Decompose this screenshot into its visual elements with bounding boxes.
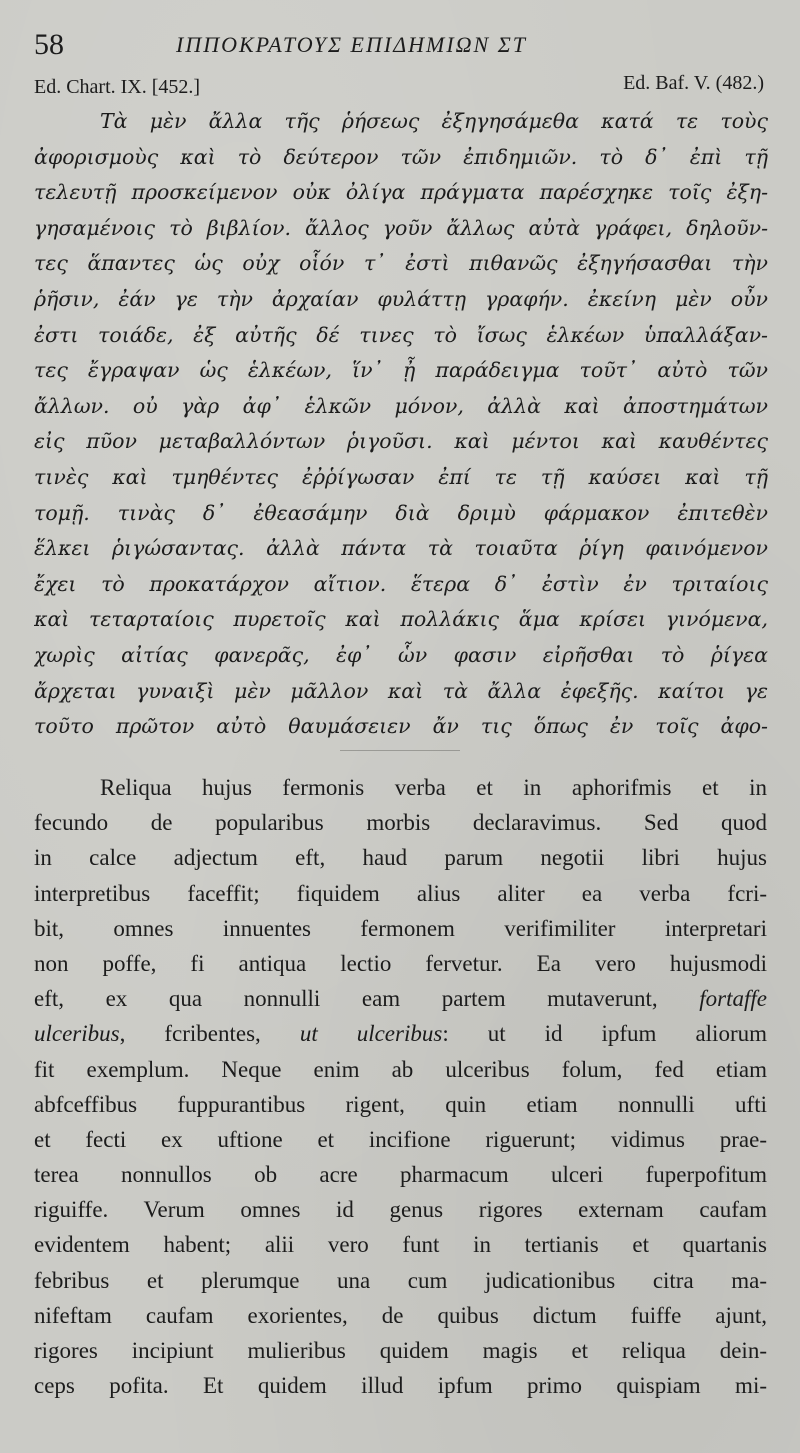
latin-line: ceps pofita. Et quidem illud ipfum primo quispiam mi- (34, 1373, 767, 1399)
latin-line: bit, omnes innuentes fermonem verifimiliter interpretari (34, 915, 767, 941)
greek-line: τινὲς καὶ τμηθέντες ἐῤῥίγωσαν ἐπί τε τῇ καύσει καὶ τῇ (34, 464, 768, 489)
latin-line: riguiffe. Verum omnes id genus rigores externam caufam (34, 1197, 767, 1223)
greek-line: τες ἔγραψαν ὡς ἑλκέων, ἵν᾽ ᾖ παράδειγμα τοῦτ᾽ αὐτὸ τῶν (34, 358, 768, 383)
latin-text-block (34, 770, 767, 1403)
latin-line: interpretibus faceffit; fiquidem alius aliter ea verba fcri- (34, 880, 767, 906)
latin-line: febribus et plerumque una cum judicationibus citra ma- (34, 1267, 767, 1293)
greek-line: γησαμένοις τὸ βιβλίον. ἄλλος γοῦν ἄλλως αὐτὰ γράφει, δηλοῦν- (34, 215, 768, 240)
greek-line: καὶ τεταρταίοις πυρετοῖς καὶ πολλάκις ἅμα κρίσει γινόμενα, (34, 607, 768, 632)
greek-line: ἄλλων. οὐ γὰρ ἀφ᾽ ἑλκῶν μόνον, ἀλλὰ καὶ ἀποστημάτων (34, 393, 768, 418)
latin-line: ulceribus, fcribentes, ut ulceribus: ut id ipfum aliorum (34, 1021, 767, 1047)
latin-line: terea nonnullos ob acre pharmacum ulceri fuperpofitum (34, 1162, 767, 1188)
latin-line: nifeftam caufam exorientes, de quibus dictum fuiffe ajunt, (34, 1302, 767, 1328)
greek-line: τες ἅπαντες ὡς οὐχ οἷόν τ᾽ ἐστὶ πιθανῶς ἐξηγήσασθαι τὴν (34, 251, 768, 276)
greek-line: ἕλκει ῥιγώσαντας. ἀλλὰ πάντα τὰ τοιαῦτα ῥίγη φαινόμενον (34, 536, 768, 561)
latin-line: in calce adjectum eft, haud parum negotii libri hujus (34, 845, 767, 871)
greek-line: τοῦτο πρῶτον αὐτὸ θαυμάσειεν ἄν τις ὅπως ἐν τοῖς ἀφο- (34, 714, 768, 739)
greek-line: τομῇ. τινὰς δ᾽ ἐθεασάμην διὰ δριμὺ φάρμακον ἐπιτεθὲν (34, 500, 768, 525)
page-number: 58 (34, 28, 64, 61)
greek-line: τελευτῇ προσκείμενον οὐκ ὀλίγα πράγματα παρέσχηκε τοῖς ἐξη- (34, 180, 768, 205)
greek-text-block (34, 104, 768, 745)
section-divider (340, 750, 460, 751)
greek-line: ἀφορισμοὺς καὶ τὸ δεύτερον τῶν ἐπιδημιῶν. τὸ δ᾽ ἐπὶ τῇ (34, 144, 768, 169)
greek-line: εἰς πῦον μεταβαλλόντων ῥιγοῦσι. καὶ μέντοι καὶ καυθέντες (34, 429, 768, 454)
greek-line: ἔχει τὸ προκατάρχον αἴτιον. ἕτερα δ᾽ ἐστὶν ἐν τριταίοις (34, 571, 768, 596)
greek-line: ἄρχεται γυναιξὶ μὲν μᾶλλον καὶ τὰ ἄλλα ἐφεξῆς. καίτοι γε (34, 678, 768, 703)
latin-line: rigores incipiunt mulieribus quidem magis et reliqua dein- (34, 1338, 767, 1363)
greek-line: χωρὶς αἰτίας φανερᾶς, ἐφ᾽ ὧν φασιν εἰρῆσθαι τὸ ῥίγεα (34, 642, 768, 667)
latin-line: Reliqua hujus fermonis verba et in aphorifmis et in (100, 775, 767, 800)
greek-line: ἐστι τοιάδε, ἐξ αὐτῆς δέ τινες τὸ ἴσως ἑλκέων ὑπαλλάξαν- (34, 322, 768, 347)
edition-reference-left: Ed. Chart. IX. [452.] (34, 76, 201, 98)
latin-line: non poffe, fi antiqua lectio fervetur. Ea vero hujusmodi (34, 950, 767, 976)
latin-line: abfceffibus fuppurantibus rigent, quin etiam nonnulli ufti (34, 1091, 767, 1117)
latin-line: fecundo de popularibus morbis declaravimus. Sed quod (34, 810, 767, 836)
latin-line: et fecti ex uftione et incifione riguerunt; vidimus prae- (34, 1126, 767, 1152)
greek-line: ῥῆσιν, ἐάν γε τὴν ἀρχαίαν φυλάττῃ γραφήν. ἐκείνη μὲν οὖν (34, 286, 768, 311)
latin-line: evidentem habent; alii vero funt in tertianis et quartanis (34, 1232, 767, 1258)
running-head: ΙΠΠΟΚΡΑΤΟΥΣ ΕΠΙΔΗΜΙΩΝ ΣΤ (176, 32, 528, 57)
edition-reference-right: Ed. Baf. V. (482.) (623, 72, 764, 94)
latin-line: fit exemplum. Neque enim ab ulceribus folum, fed etiam (34, 1056, 767, 1082)
latin-line: eft, ex qua nonnulli eam partem mutaverunt, fortaffe (34, 986, 767, 1012)
greek-line: Τὰ μὲν ἄλλα τῆς ῥήσεως ἐξηγησάμεθα κατά τε τοὺς (100, 109, 768, 133)
